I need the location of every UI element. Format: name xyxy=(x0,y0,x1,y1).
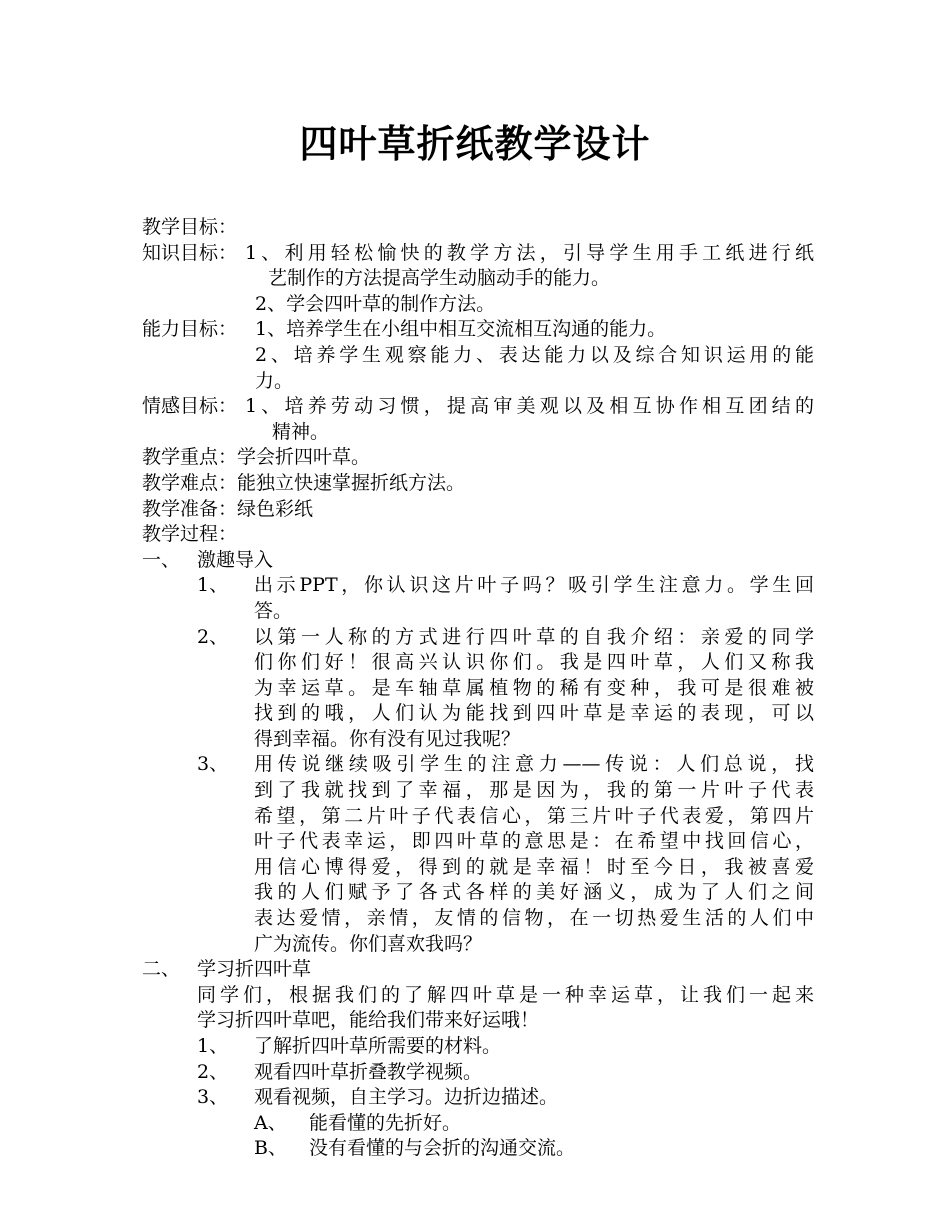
document-body xyxy=(142,215,814,1162)
list-item-cont: 为幸运草。是车轴草属植物的稀有变种，我可是很难被 xyxy=(254,676,814,699)
difficulty: 教学难点：能独立快速掌握折纸方法。 xyxy=(142,471,466,494)
list-item-cont: 到了我就找到了幸福，那是因为，我的第一片叶子代表 xyxy=(254,779,814,802)
key-point: 教学重点：学会折四叶草。 xyxy=(142,446,371,469)
ability-goal-label: 能力目标： xyxy=(142,318,238,341)
preparation: 教学准备：绿色彩纸 xyxy=(142,497,314,520)
list-item: 3、 用传说继续吸引学生的注意力——传说：人们总说，找 xyxy=(197,753,814,776)
emotion-goal-line-1 xyxy=(142,394,814,420)
list-item-cont: 得到幸福。你有没有见过我呢？ xyxy=(254,727,521,750)
emotion-goal-item-1: 1、培养劳动习惯，提高审美观以及相互协作相互团结的 xyxy=(245,395,814,418)
list-item-cont: 们你们好！很高兴认识你们。我是四叶草，人们又称我 xyxy=(254,651,814,674)
knowledge-goal-label: 知识目标： xyxy=(142,241,238,264)
section-1-title: 激趣导入 xyxy=(197,548,274,571)
knowledge-goal-line-2: 艺制作的方法提高学生动脑动手的能力。 xyxy=(268,267,611,290)
list-item-cont: 用信心博得爱，得到的就是幸福！时至今日，我被喜爱 xyxy=(254,855,814,878)
list-item-cont: 叶子代表幸运，即四叶草的意思是：在希望中找回信心， xyxy=(254,830,814,853)
ability-goal-item-2: 2、培养学生观察能力、表达能力以及综合知识运用的能 xyxy=(255,343,814,366)
section-2-intro-cont: 学习折四叶草吧，能给我们带来好运哦！ xyxy=(197,1009,540,1032)
document-title: 四叶草折纸教学设计 xyxy=(299,121,651,166)
section-1-heading: 一、 激趣导入 xyxy=(142,548,814,574)
sub-list-item: A、 能看懂的先折好。 xyxy=(254,1111,462,1134)
knowledge-goal-item-1: 1、利用轻松愉快的教学方法，引导学生用手工纸进行纸 xyxy=(245,241,814,264)
list-item: 2、 观看四叶草折叠教学视频。 xyxy=(197,1060,483,1083)
list-item-cont: 广为流传。你们喜欢我吗？ xyxy=(254,932,483,955)
list-item-cont: 找到的哦，人们认为能找到四叶草是幸运的表现，可以 xyxy=(254,702,814,725)
section-2-heading: 二、 学习折四叶草 xyxy=(142,957,814,983)
knowledge-goal-item-2: 2、学会四叶草的制作方法。 xyxy=(255,292,496,315)
knowledge-goal-line-1 xyxy=(142,241,814,267)
list-item-cont: 答。 xyxy=(254,599,293,622)
list-item-cont: 表达爱情，亲情，友情的信物，在一切热爱生活的人们中 xyxy=(254,907,814,930)
ability-goal-item-2-cont: 力。 xyxy=(255,369,294,392)
list-item: 1、 出示PPT，你认识这片叶子吗？吸引学生注意力。学生回 xyxy=(197,574,814,597)
emotion-goal-label: 情感目标： xyxy=(142,395,238,418)
list-item: 1、 了解折四叶草所需要的材料。 xyxy=(197,1035,502,1057)
list-item: 3、 观看视频，自主学习。边折边描述。 xyxy=(197,1086,559,1109)
section-2-intro: 同学们，根据我们的了解四叶草是一种幸运草，让我们一起来 xyxy=(197,983,814,1006)
ability-goal-line-1 xyxy=(142,317,814,343)
sub-list-item: B、 没有看懂的与会折的沟通交流。 xyxy=(254,1137,576,1160)
section-2-title: 学习折四叶草 xyxy=(197,958,312,981)
list-item-cont: 我的人们赋予了各式各样的美好涵义，成为了人们之间 xyxy=(254,881,814,904)
process-heading: 教学过程： xyxy=(142,523,238,546)
list-item: 2、 以第一人称的方式进行四叶草的自我介绍：亲爱的同学 xyxy=(197,625,814,648)
teaching-goals-heading: 教学目标： xyxy=(142,216,238,238)
emotion-goal-line-2: 精神。 xyxy=(272,420,330,443)
ability-goal-item-1: 1、培养学生在小组中相互交流相互沟通的能力。 xyxy=(255,318,667,341)
list-item-cont: 希望，第二片叶子代表信心，第三片叶子代表爱，第四片 xyxy=(254,804,814,827)
